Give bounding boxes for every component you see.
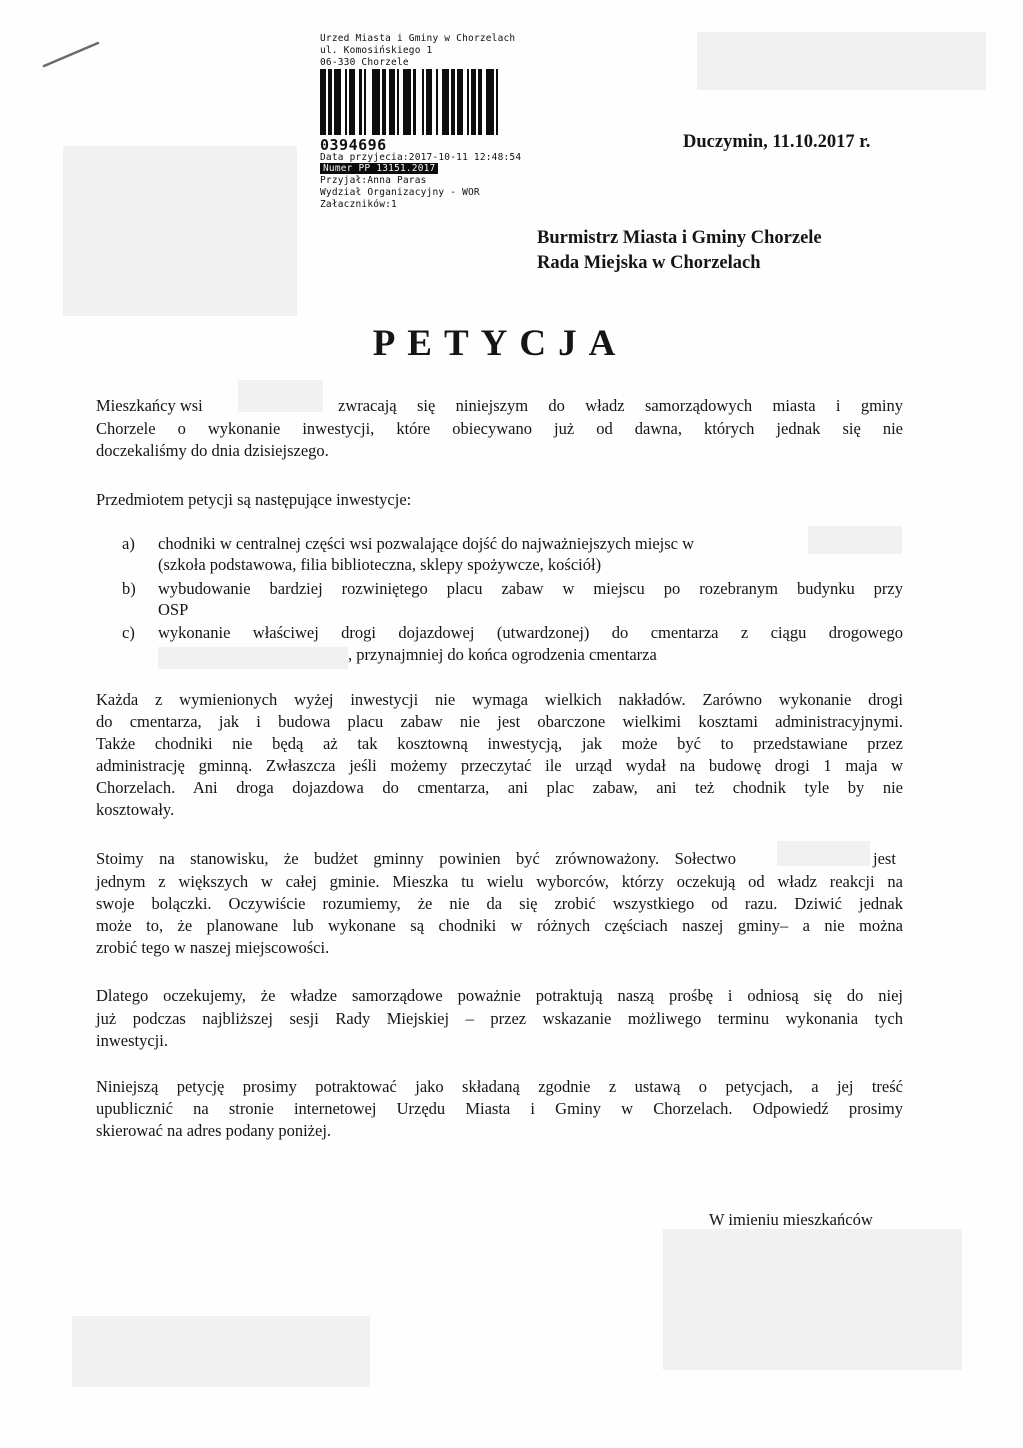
place-date: Duczymin, 11.10.2017 r.: [683, 132, 871, 152]
stamp-office-city: 06-330 Chorzele: [320, 57, 409, 68]
budget-line: zrobić tego w naszej miejscowości.: [96, 938, 330, 957]
costs-line: Chorzelach. Ani droga dojazdowa do cmentarza, ani plac zabaw, ani też chodnik tyle by nie: [96, 778, 903, 797]
document-title: PETYCJA: [372, 323, 628, 364]
expectation-line: inwestycji.: [96, 1031, 168, 1050]
intro-line-1-end: zwracają się niniejszym do władz samorządowych miasta i gminy: [338, 396, 903, 415]
barcode-bar: [372, 69, 380, 135]
recipient-council: Rada Miejska w Chorzelach: [537, 253, 761, 273]
barcode-bar: [334, 69, 342, 135]
list-item-line-1: chodniki w centralnej części wsi pozwalające dojść do najważniejszych miejsc w: [158, 534, 695, 553]
barcode-bar: [498, 69, 504, 135]
legal-line: upublicznić na stronie internetowej Urzędu Miasta i Gminy w Chorzelach. Odpowiedź prosimy: [96, 1099, 903, 1118]
budget-line-1-end: jest: [873, 849, 896, 868]
redacted-contact-address: [72, 1316, 370, 1387]
legal-line: Niniejszą petycję prosimy potraktować jako składaną zgodnie z ustawą o petycjach, a jej treść: [96, 1077, 903, 1096]
list-item-line-2: , przynajmniej do końca ogrodzenia cmentarza: [348, 645, 657, 664]
recipient-mayor: Burmistrz Miasta i Gminy Chorzele: [537, 228, 822, 248]
expectation-line: Dlatego oczekujemy, że władze samorządowe poważnie potraktują naszą prośbę i odniosą się do niej: [96, 986, 903, 1005]
list-item-label: a): [122, 534, 135, 553]
redacted-road-name: [158, 647, 348, 669]
intro-line-1-start: Mieszkańcy wsi: [96, 396, 203, 415]
legal-line: skierować na adres podany poniżej.: [96, 1121, 332, 1140]
costs-line: do cmentarza, jak i budowa placu zabaw nie jest obarczone wielkimi kosztami administracyjnymi.: [96, 712, 903, 731]
stamp-record-number: [320, 163, 438, 174]
costs-line: Każda z wymienionych wyżej inwestycji nie wymaga wielkich nakładów. Zarówno wykonanie drogi: [96, 690, 903, 709]
barcode-bar: [403, 69, 411, 135]
stamp-record-number-text: Numer PP 13151.2017: [320, 163, 438, 174]
redacted-village-name: [238, 380, 323, 412]
list-item-line-1: wykonanie właściwej drogi dojazdowej (utwardzonej) do cmentarza z ciągu drogowego: [158, 623, 903, 642]
signature-closing: W imieniu mieszkańców: [709, 1210, 873, 1229]
redacted-sender-address: [63, 146, 297, 316]
barcode-icon: [320, 69, 504, 135]
stamp-registration-number: 0394696: [320, 136, 387, 154]
redacted-village-name: [808, 526, 902, 554]
redacted-signatures: [663, 1229, 962, 1370]
list-item-label: b): [122, 579, 136, 598]
redacted-header-info: [697, 32, 986, 90]
investments-intro: Przedmiotem petycji są następujące inwestycje:: [96, 490, 412, 509]
expectation-line: już podczas najbliższej sesji Rady Miejskiej – przez wskazanie możliwego terminu wykonania tych: [96, 1009, 903, 1028]
redacted-village-name: [777, 841, 870, 866]
stamp-department: Wydział Organizacyjny - WOR: [320, 187, 480, 198]
list-item-line-2: OSP: [158, 600, 189, 619]
budget-line: może to, że planowane lub wykonane są chodniki w różnych częściach naszej gminy– a nie można: [96, 916, 903, 935]
costs-line: Także chodniki nie będą aż tak kosztowną inwestycją, jak może być to przedstawiane przez: [96, 734, 903, 753]
stamp-attachments: Załaczników:1: [320, 199, 397, 210]
list-item-label: c): [122, 623, 135, 642]
intro-line-2: Chorzele o wykonanie inwestycji, które obiecywano już od dawna, których jednak się nie: [96, 419, 903, 438]
list-item-line-1: wybudowanie bardziej rozwiniętego placu zabaw w miejscu po rozebranym budynku przy: [158, 579, 903, 598]
pen-mark-icon: [42, 40, 102, 70]
budget-line: jednym z większych w całej gminie. Mieszka tu wielu wyborców, którzy oczekują od władz reakcji na: [96, 872, 903, 891]
barcode-bar: [486, 69, 494, 135]
budget-line: swoje bolączki. Oczywiście rozumiemy, że nie da się zrobić wszystkiego od razu. Dziwić jednak: [96, 894, 903, 913]
costs-line: administrację gminną. Zwłaszcza jeśli możemy przeczytać ile urząd wydał na budowę drogi 1 maja w: [96, 756, 903, 775]
stamp-office-name: Urzed Miasta i Gminy w Chorzelach: [320, 33, 516, 44]
budget-line-1-start: Stoimy na stanowisku, że budżet gminny powinien być zrównoważony. Sołectwo: [96, 849, 736, 868]
barcode-bar: [442, 69, 450, 135]
stamp-received-date: Data przyjecia:2017-10-11 12:48:54: [320, 152, 522, 163]
list-item-line-2: (szkoła podstawowa, filia biblioteczna, sklepy spożywcze, kościół): [158, 555, 602, 574]
stamp-office-street: ul. Komosińskiego 1: [320, 45, 433, 56]
intro-line-3: doczekaliśmy do dnia dzisiejszego.: [96, 441, 329, 460]
costs-line: kosztowały.: [96, 800, 175, 819]
stamp-received-by: Przyjał:Anna Paras: [320, 175, 427, 186]
